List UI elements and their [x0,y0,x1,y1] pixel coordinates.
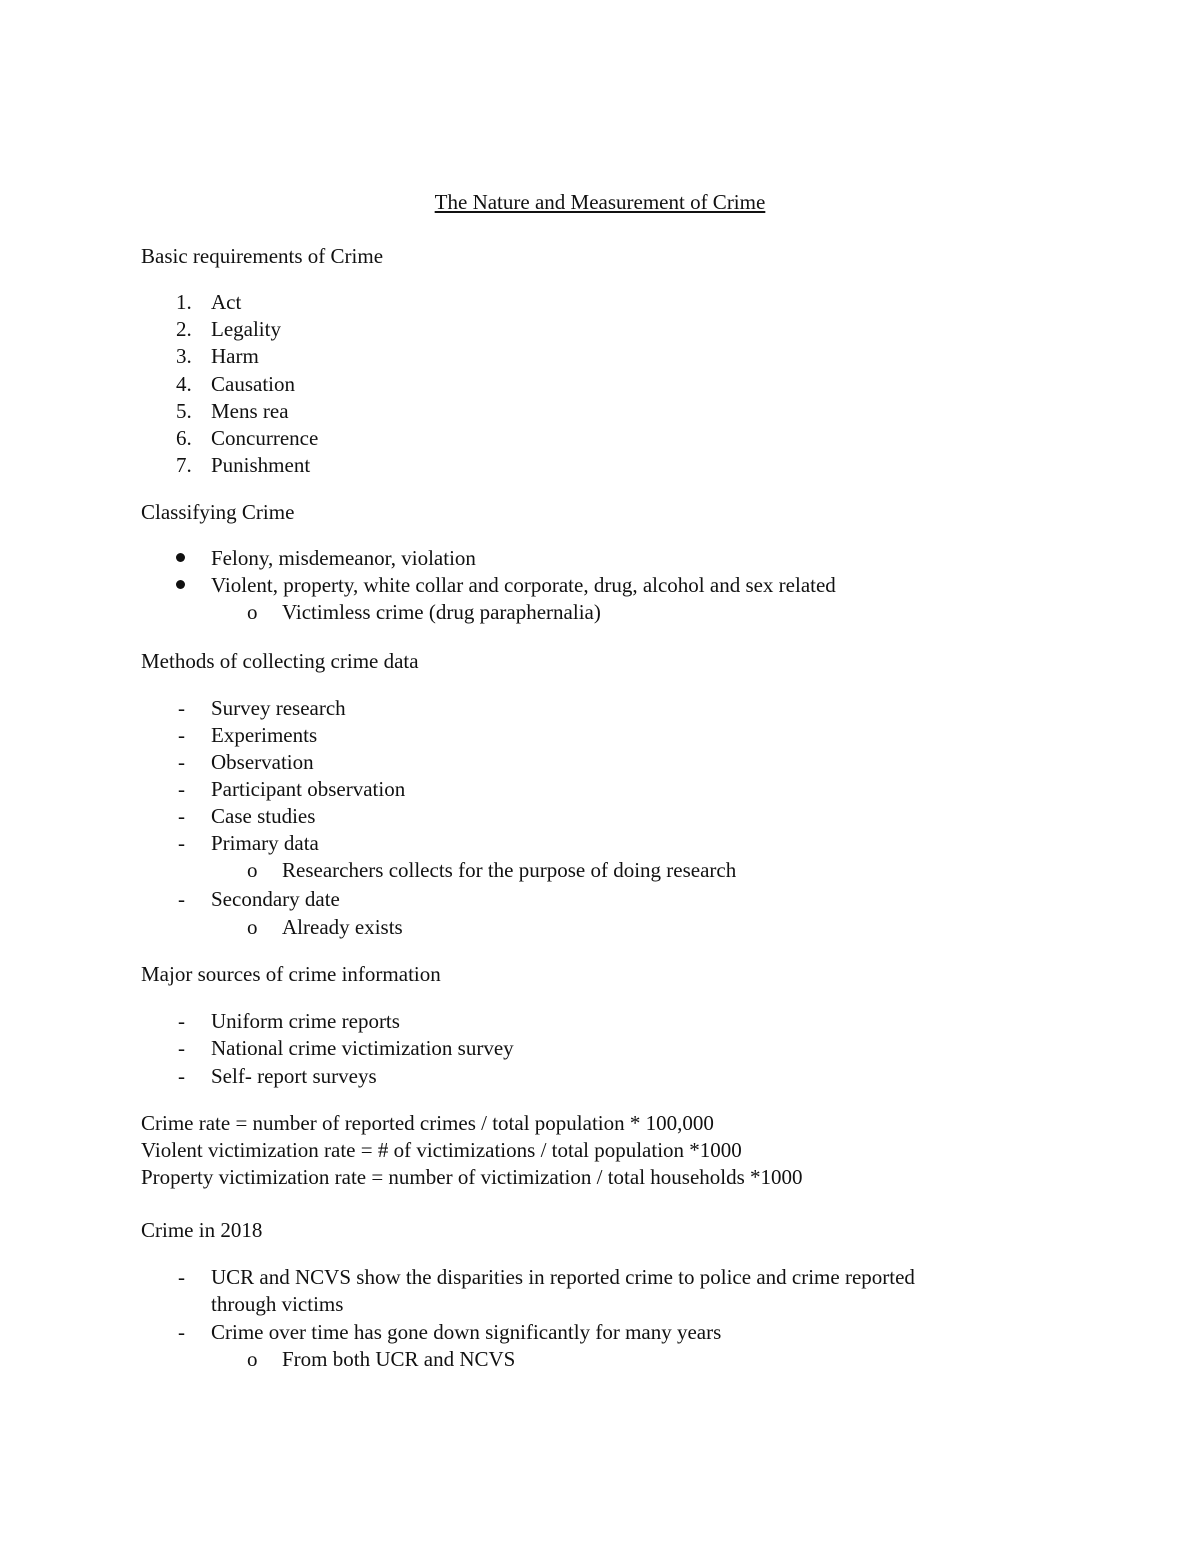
document-title: The Nature and Measurement of Crime [434,190,766,214]
section-heading-methods: Methods of collecting crime data [141,649,419,673]
list-item: Concurrence [211,426,319,450]
section-heading-classifying-crime: Classifying Crime [141,500,295,524]
list-number: 5. [176,399,192,423]
bullet-icon [176,580,185,589]
circle-bullet-icon: o [247,1347,258,1371]
dash-bullet-icon: - [178,723,185,747]
dash-bullet-icon: - [178,887,185,911]
list-item: Felony, misdemeanor, violation [211,546,476,570]
formula-property-victimization-rate: Property victimization rate = number of victimization / total households *1000 [141,1165,803,1189]
circle-bullet-icon: o [247,915,258,939]
dash-bullet-icon: - [178,1036,185,1060]
circle-bullet-icon: o [247,858,258,882]
dash-bullet-icon: - [178,1265,185,1289]
list-item: Act [211,290,242,314]
list-item: UCR and NCVS show the disparities in reported crime to police and crime reported [211,1265,915,1289]
list-item: Crime over time has gone down significantly for many years [211,1320,722,1344]
list-item-continuation: through victims [211,1292,344,1316]
section-heading-major-sources: Major sources of crime information [141,962,441,986]
dash-bullet-icon: - [178,804,185,828]
section-heading-basic-requirements: Basic requirements of Crime [141,244,384,268]
dash-bullet-icon: - [178,1320,185,1344]
list-item: Observation [211,750,314,774]
sub-list-item: Victimless crime (drug paraphernalia) [282,600,601,624]
list-item: Mens rea [211,399,289,423]
list-item: Experiments [211,723,318,747]
list-number: 2. [176,317,192,341]
list-item: Punishment [211,453,311,477]
sub-list-item: Researchers collects for the purpose of doing research [282,858,737,882]
list-item: Secondary date [211,887,340,911]
list-number: 6. [176,426,192,450]
list-item: Causation [211,372,295,396]
dash-bullet-icon: - [178,1009,185,1033]
dash-bullet-icon: - [178,831,185,855]
sub-list-item: From both UCR and NCVS [282,1347,516,1371]
list-item: Case studies [211,804,316,828]
formula-crime-rate: Crime rate = number of reported crimes / total population * 100,000 [141,1111,714,1135]
list-item: Uniform crime reports [211,1009,400,1033]
list-item: Violent, property, white collar and corporate, drug, alcohol and sex related [211,573,836,597]
list-number: 7. [176,453,192,477]
list-item: Survey research [211,696,346,720]
circle-bullet-icon: o [247,600,258,624]
list-number: 4. [176,372,192,396]
formula-violent-victimization-rate: Violent victimization rate = # of victimizations / total population *1000 [141,1138,742,1162]
dash-bullet-icon: - [178,1064,185,1088]
dash-bullet-icon: - [178,777,185,801]
list-item: Participant observation [211,777,406,801]
list-number: 1. [176,290,192,314]
list-item: Self- report surveys [211,1064,377,1088]
list-item: Primary data [211,831,319,855]
list-number: 3. [176,344,192,368]
list-item: National crime victimization survey [211,1036,514,1060]
list-item: Harm [211,344,259,368]
dash-bullet-icon: - [178,750,185,774]
bullet-icon [176,553,185,562]
list-item: Legality [211,317,281,341]
dash-bullet-icon: - [178,696,185,720]
sub-list-item: Already exists [282,915,403,939]
section-heading-crime-2018: Crime in 2018 [141,1218,263,1242]
